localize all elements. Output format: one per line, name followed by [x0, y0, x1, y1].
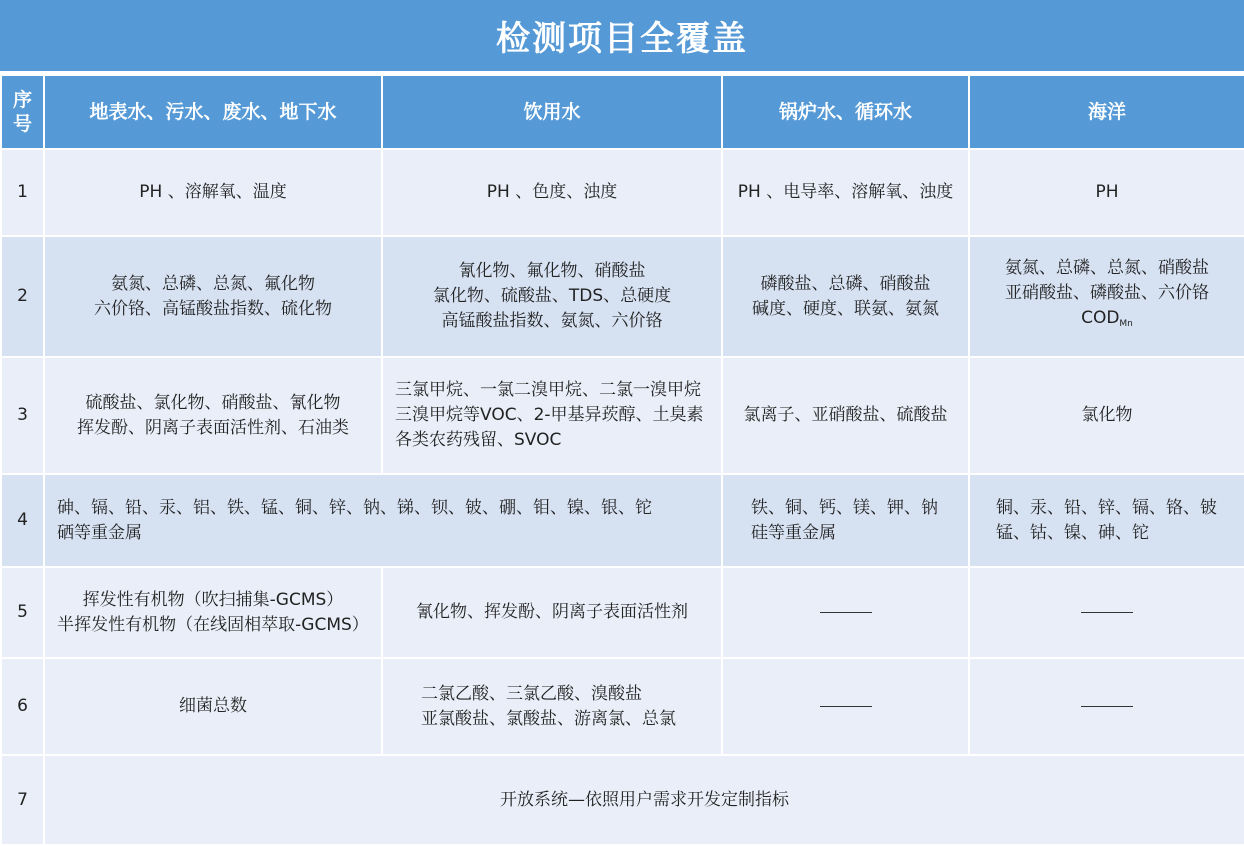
- cod-subscript: Mn: [1119, 319, 1133, 329]
- cell-drinking: [382, 149, 722, 236]
- empty-dash: [1081, 706, 1133, 707]
- cell-boiler: [722, 658, 969, 755]
- cod-line: [976, 306, 1238, 337]
- cell-line: 铁、铜、钙、镁、钾、钠: [751, 497, 938, 518]
- cell-surface: [44, 236, 382, 357]
- row-number: 5: [1, 567, 44, 658]
- header-drinking-water: 饮用水: [382, 75, 722, 149]
- cell-all-merged: 开放系统—依照用户需求开发定制指标: [44, 755, 1244, 845]
- header-number-line-2: 号: [12, 113, 32, 135]
- cell-ocean: [969, 149, 1244, 236]
- cell-boiler: [722, 149, 969, 236]
- row-number: 2: [1, 236, 44, 357]
- cell-line: 亚硝酸盐、磷酸盐、六价铬: [1005, 283, 1209, 303]
- cell-drinking: [382, 658, 722, 755]
- cell-line: PH: [1095, 182, 1119, 202]
- cell-line: 硫酸盐、氯化物、硝酸盐、氰化物: [85, 392, 341, 413]
- table-row: [1, 236, 1244, 357]
- cell-ocean: [969, 357, 1244, 474]
- cell-line: 六价铬、高锰酸盐指数、硫化物: [94, 298, 332, 319]
- cell-boiler: [722, 236, 969, 357]
- cell-line: 氯化物、硫酸盐、TDS、总硬度: [432, 286, 672, 306]
- cell-line: 锰、钴、镍、砷、铊: [996, 522, 1149, 543]
- cell-surface: [44, 149, 382, 236]
- empty-dash: [1081, 612, 1133, 613]
- table-row: [1, 567, 1244, 658]
- table-row: [1, 149, 1244, 236]
- row-number: 7: [1, 755, 44, 845]
- cell-line: 氰化物、挥发酚、阴离子表面活性剂: [416, 602, 688, 622]
- empty-dash: [820, 706, 872, 707]
- cell-line: 高锰酸盐指数、氨氮、六价铬: [441, 311, 663, 331]
- cell-line: 砷、镉、铅、汞、铝、铁、锰、铜、锌、钠、锑、钡、铍、硼、钼、镍、银、铊: [57, 497, 652, 518]
- cell-line: 亚氯酸盐、氯酸盐、游离氯、总氯: [421, 708, 676, 729]
- cell-surface: [44, 357, 382, 474]
- cell-surface-drinking-merged: [44, 474, 722, 567]
- header-number-line-1: 序: [12, 89, 32, 111]
- row-number: 6: [1, 658, 44, 755]
- row-number: 3: [1, 357, 44, 474]
- cell-boiler: [722, 474, 969, 567]
- cell-line: 硅等重金属: [751, 522, 836, 543]
- cell-ocean: [969, 236, 1244, 357]
- cell-boiler: [722, 357, 969, 474]
- cell-surface: [44, 658, 382, 755]
- cell-drinking: [382, 567, 722, 658]
- cell-line: 铜、汞、铅、锌、镉、铬、铍: [996, 497, 1217, 518]
- cell-line: 氯化物: [1081, 405, 1133, 425]
- cell-line: 三氯甲烷、一氯二溴甲烷、二氯一溴甲烷: [395, 380, 701, 400]
- cell-ocean: [969, 658, 1244, 755]
- table-row: [1, 474, 1244, 567]
- cod-text: COD: [1081, 308, 1120, 328]
- row-number: 1: [1, 149, 44, 236]
- cell-line: 磷酸盐、总磷、硝酸盐: [760, 273, 931, 294]
- table-row: [1, 658, 1244, 755]
- cell-line: 氰化物、氟化物、硝酸盐: [458, 261, 646, 281]
- cell-line: 氨氮、总磷、总氮、氟化物: [111, 273, 315, 294]
- page-title: 检测项目全覆盖: [0, 0, 1244, 74]
- cell-line: 半挥发性有机物（在线固相萃取-GCMS）: [57, 614, 369, 635]
- cell-line: 硒等重金属: [57, 522, 142, 543]
- table-row: [1, 755, 1244, 845]
- row-number: 4: [1, 474, 44, 567]
- empty-dash: [820, 612, 872, 613]
- cell-drinking: [382, 236, 722, 357]
- cell-line: 二氯乙酸、三氯乙酸、溴酸盐: [421, 683, 642, 704]
- cell-line: 氯离子、亚硝酸盐、硫酸盐: [743, 405, 948, 425]
- cell-line: 挥发酚、阴离子表面活性剂、石油类: [77, 417, 349, 438]
- cell-line: 细菌总数: [179, 696, 247, 716]
- cell-ocean: [969, 567, 1244, 658]
- cell-line: 各类农药残留、SVOC: [395, 430, 562, 450]
- cell-line: 氨氮、总磷、总氮、硝酸盐: [1005, 258, 1209, 278]
- header-boiler-water: 锅炉水、循环水: [722, 75, 969, 149]
- cell-line: PH 、色度、浊度: [486, 182, 618, 202]
- table-row: [1, 357, 1244, 474]
- cell-line: 挥发性有机物（吹扫捕集-GCMS）: [82, 589, 344, 610]
- detection-items-table: [0, 74, 1244, 846]
- cell-surface: [44, 567, 382, 658]
- cell-boiler: [722, 567, 969, 658]
- cell-line: PH 、电导率、溶解氧、浊度: [737, 182, 954, 202]
- cell-line: 三溴甲烷等VOC、2-甲基异莰醇、土臭素: [395, 405, 704, 425]
- cell-line: 碱度、硬度、联氨、氨氮: [752, 298, 939, 319]
- header-surface-water: 地表水、污水、废水、地下水: [44, 75, 382, 149]
- cell-drinking: [382, 357, 722, 474]
- header-ocean: 海洋: [969, 75, 1244, 149]
- cell-line: PH 、溶解氧、温度: [139, 182, 287, 202]
- header-number: [1, 75, 44, 149]
- header-row: [1, 75, 1244, 149]
- cell-ocean: [969, 474, 1244, 567]
